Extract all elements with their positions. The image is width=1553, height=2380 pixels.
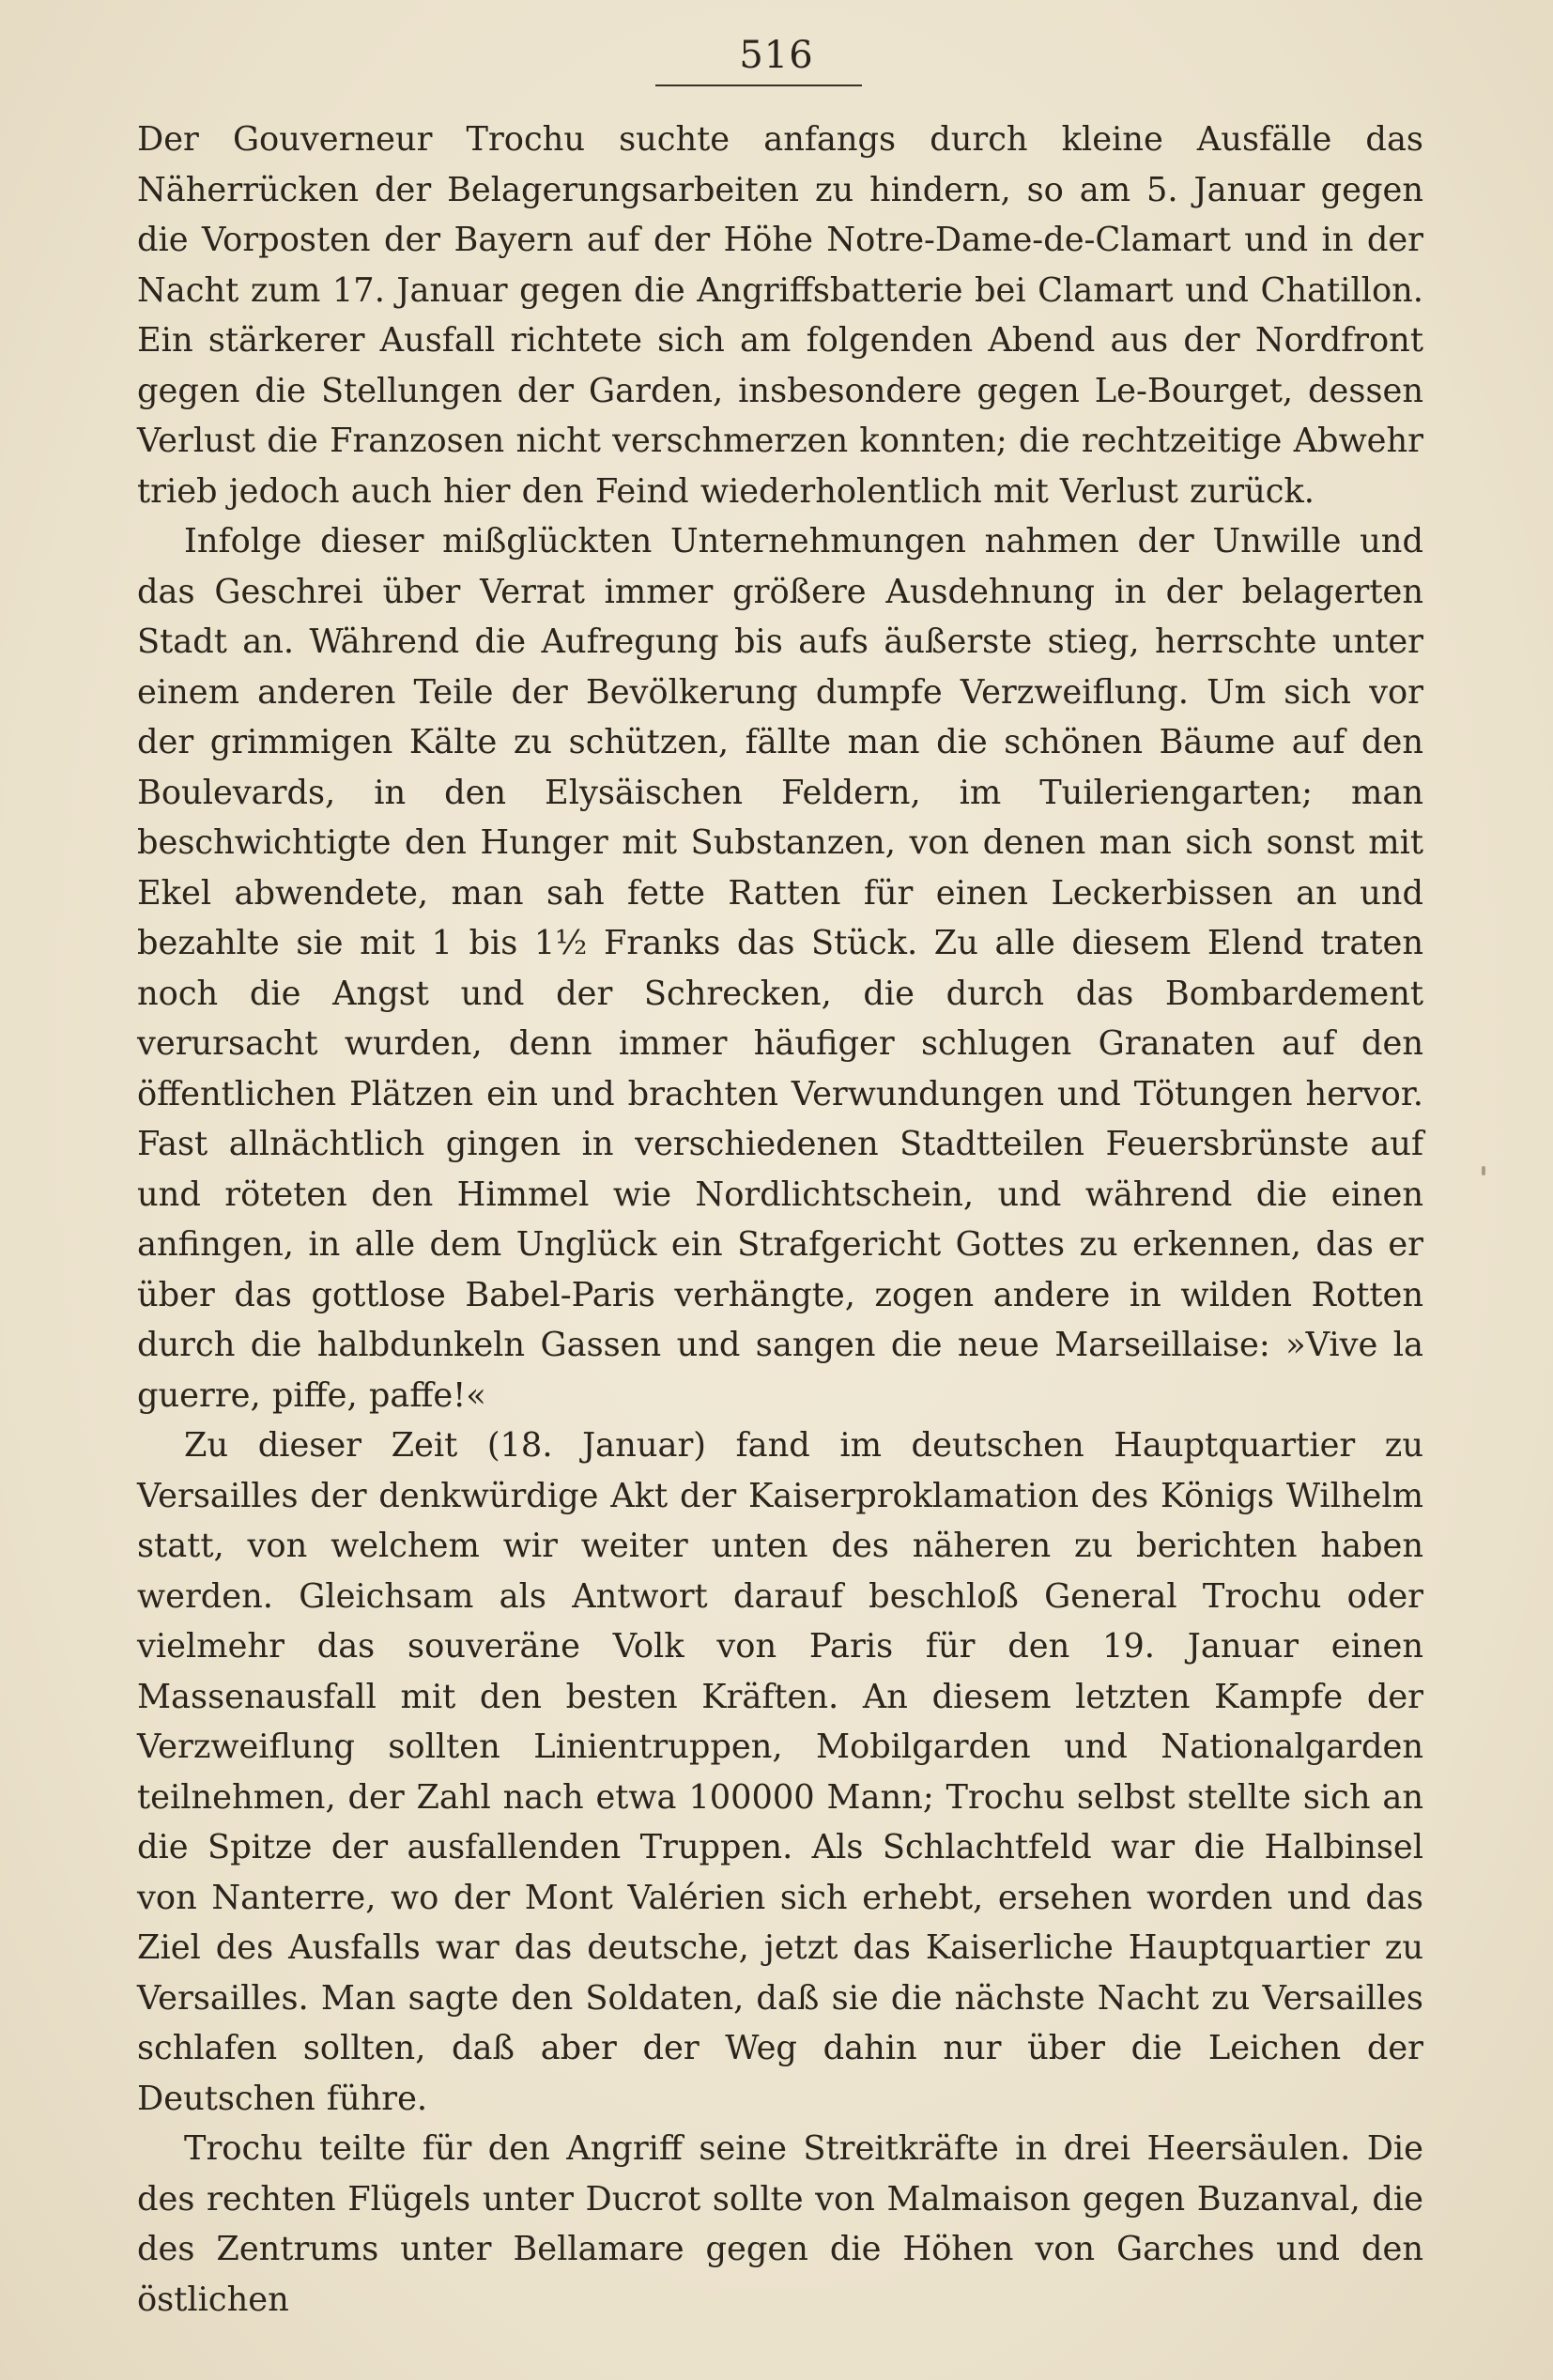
paragraph-3: Zu dieser Zeit (18. Januar) fand im deutschen Hauptquartier zu Versailles der denkwürdige Akt der Kaiserproklamation des Königs Wilhelm statt, von welchem wir weiter unten des näheren zu berichten haben werden. Gleichsam als Antwort darauf beschloß General Trochu oder vielmehr das souveräne Volk von Paris für den 19. Januar einen Massenausfall mit den besten Kräften. An diesem letzten Kampfe der Verzweiflung sollten Linientruppen, Mobilgarden und Nationalgarden teilnehmen, der Zahl nach etwa 100000 Mann; Trochu selbst stellte sich an die Spitze der ausfallenden Truppen. Als Schlachtfeld war die Halbinsel von Nanterre, wo der Mont Valérien sich erhebt, ersehen worden und das Ziel des Ausfalls war das deutsche, jetzt das Kaiserliche Hauptquartier zu Versailles. Man sagte den Soldaten, daß sie die nächste Nacht zu Versailles schlafen sollten, daß aber der Weg dahin nur über die Leichen der Deutschen führe. (137, 1426, 1423, 2118)
page-number: 516 (739, 34, 814, 77)
paragraph-4: Trochu teilte für den Angriff seine Streitkräfte in drei Heersäulen. Die des rechten Flügels unter Ducrot sollte von Malmaison gegen Buzanval, die des Zentrums unter Bellamare gegen die Höhen von Garches und den östlichen (137, 2129, 1423, 2319)
paper-speckle (1482, 1166, 1485, 1175)
paragraph-1: Der Gouverneur Trochu suchte anfangs durch kleine Ausfälle das Näherrücken der Belagerungsarbeiten zu hindern, so am 5. Januar gegen die Vorposten der Bayern auf der Höhe Notre-Dame-de-Clamart und in der Nacht zum 17. Januar gegen die Angriffsbatterie bei Clamart und Chatillon. Ein stärkerer Ausfall richtete sich am folgenden Abend aus der Nordfront gegen die Stellungen der Garden, insbesondere gegen Le-Bourget, dessen Verlust die Franzosen nicht verschmerzen konnten; die rechtzeitige Abwehr trieb jedoch auch hier den Feind wiederholentlich mit Verlust zurück. (137, 120, 1423, 511)
paragraph-2: Infolge dieser mißglückten Unternehmungen nahmen der Unwille und das Geschrei über Verrat immer größere Ausdehnung in der belagerten Stadt an. Während die Aufregung bis aufs äußerste stieg, herrschte unter einem anderen Teile der Bevölkerung dumpfe Verzweiflung. Um sich vor der grimmigen Kälte zu schützen, fällte man die schönen Bäume auf den Boulevards, in den Elysäischen Feldern, im Tuileriengarten; man beschwichtigte den Hunger mit Substanzen, von denen man sich sonst mit Ekel abwendete, man sah fette Ratten für einen Leckerbissen an und bezahlte sie mit 1 bis 1½ Franks das Stück. Zu alle diesem Elend traten noch die Angst und der Schrecken, die durch das Bombardement verursacht wurden, denn immer häufiger schlugen Granaten auf den öffentlichen Plätzen ein und brachten Verwundungen und Tötungen hervor. Fast allnächtlich gingen in verschiedenen Stadtteilen Feuersbrünste auf und röteten den Himmel wie Nordlichtschein, und während die einen anfingen, in alle dem Unglück ein Strafgericht Gottes zu erkennen, das er über das gottlose Babel-Paris verhängte, zogen andere in wilden Rotten durch die halbdunkeln Gassen und sangen die neue Marseillaise: »Vive la guerre, piffe, paffe!« (137, 522, 1423, 1415)
body-text (137, 115, 1423, 2325)
header-rule (655, 84, 862, 86)
